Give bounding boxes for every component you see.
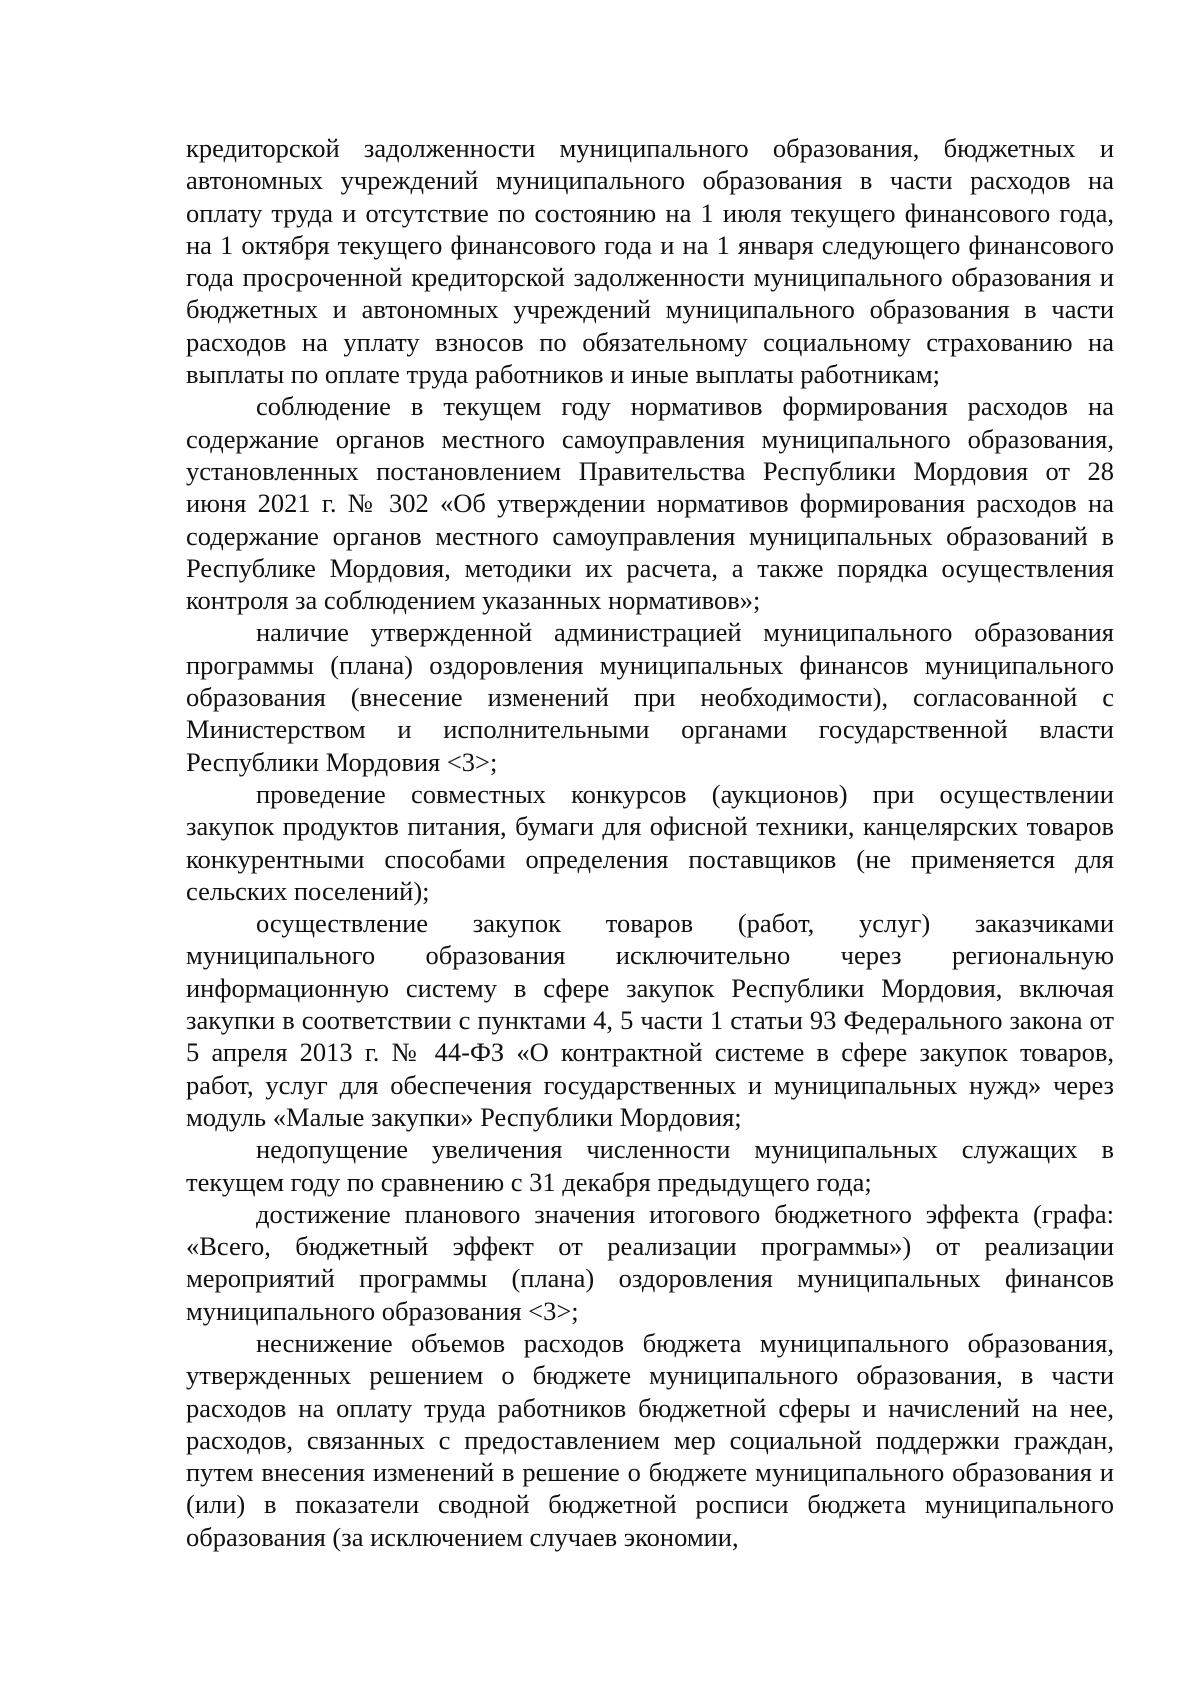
paragraph-procurement-system: осуществление закупок товаров (работ, услуг) заказчиками муниципального образования исключительно через региональную информационную систему в сфере закупок Республики Мордовия, включая закупки в соответствии с пунктами 4, 5 части 1 статьи 93 Федерального закона от 5 апреля 2013 г. № 44-ФЗ «О контрактной системе в сфере закупок товаров, работ, услуг для обеспечения государственных и муниципальных нужд» через модуль «Малые закупки» Республики Мордовия; [186,908,1114,1132]
paragraph-creditor-debt: кредиторской задолженности муниципального образования, бюджетных и автономных учреждений муниципального образования в части расходов на оплату труда и отсутствие по состоянию на 1 июля текущего финансового года, на 1 октября текущего финансового года и на 1 января следующего финансового года просроченной кредиторской задолженности муниципального образования и бюджетных и автономных учреждений муниципального образования в части расходов на уплату взносов по обязательному социальному страхованию на выплаты по оплате труда работников и иные выплаты работникам; [186,133,1114,390]
paragraph-expense-volume: неснижение объемов расходов бюджета муниципального образования, утвержденных решением о бюджете муниципального образования, в части расходов на оплату труда работников бюджетной сферы и начислений на нее, расходов, связанных с предоставлением мер социальной поддержки граждан, путем внесения изменений в решение о бюджете муниципального образования и (или) в показатели сводной бюджетной росписи бюджета муниципального образования (за исключением случаев экономии, [186,1327,1114,1552]
document-body [186,132,1114,1553]
paragraph-joint-tenders: проведение совместных конкурсов (аукционов) при осуществлении закупок продуктов питания, бумаги для офисной техники, канцелярских товаров конкурентными способами определения поставщиков (не применяется для сельских поселений); [186,778,1114,906]
paragraph-staff-headcount: недопущение увеличения численности муниципальных служащих в текущем году по сравнению с 31 декабря предыдущего года; [186,1134,1114,1197]
paragraph-budget-effect: достижение планового значения итогового бюджетного эффекта (графа: «Всего, бюджетный эффект от реализации программы») от реализации мероприятий программы (плана) оздоровления муниципальных финансов муниципального образования <3>; [186,1198,1114,1326]
paragraph-recovery-program: наличие утвержденной администрацией муниципального образования программы (плана) оздоровления муниципальных финансов муниципального образования (внесение изменений при необходимости), согласованной с Министерством и исполнительными органами государственной власти Республики Мордовия <3>; [186,617,1114,777]
paragraph-expense-standards: соблюдение в текущем году нормативов формирования расходов на содержание органов местного самоуправления муниципального образования, установленных постановлением Правительства Республики Мордовия от 28 июня 2021 г. № 302 «Об утверждении нормативов формирования расходов на содержание органов местного самоуправления муниципальных образований в Республике Мордовия, методики их расчета, а также порядка осуществления контроля за соблюдением указанных нормативов»; [186,391,1114,616]
